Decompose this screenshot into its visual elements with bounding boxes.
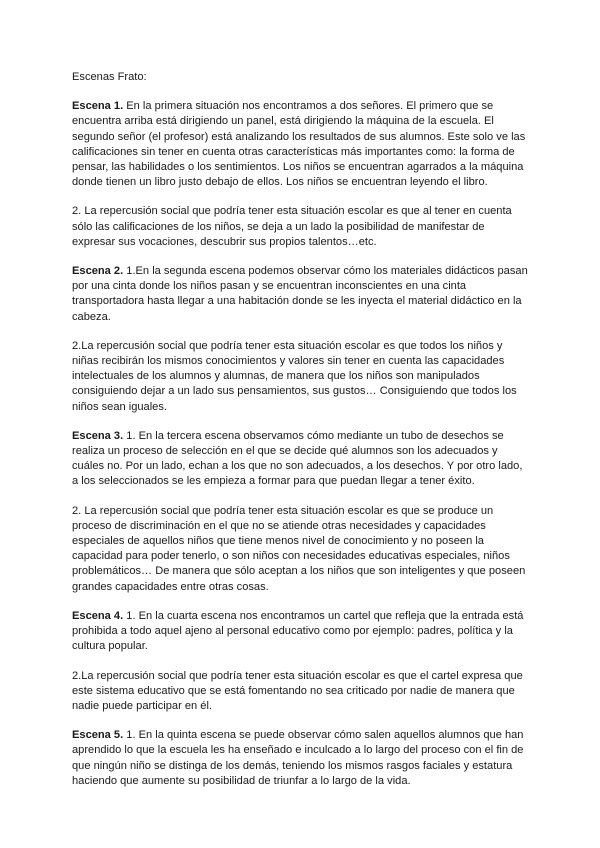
paragraph-escena-5: [72, 728, 530, 789]
paragraph-text: 1. En la cuarta escena nos encontramos un cartel que refleja que la entrada está prohibida a todo aquel ajeno al personal educativo como por ejemplo: padres, política y la cultura popular.: [72, 609, 524, 653]
paragraph-repercusion-2: [72, 339, 530, 415]
paragraph-escena-4: [72, 609, 530, 655]
paragraph-text: 1. En la tercera escena observamos cómo mediante un tubo de desechos se realiza un proceso de selección en el que se decide qué alumnos son los adecuados y cuáles no. Por un lado, echan a los que no son adecuados, a los desechos. Y por otro lado, a los seleccionados se les empieza a formar para que puedan llegar a tener éxito.: [72, 429, 523, 488]
paragraph-text: 2. La repercusión social que podría tener esta situación escolar es que se produce un proceso de discriminación en el que no se atiende otras necesidades y capacidades especiales de aquellos niños que tiene menos nivel de conocimiento y no poseen la capacidad para poder tenerlo, o son niños con necesidades educativas especiales, niños problemáticos… De manera que sólo aceptan a los niños que son inteligentes y que poseen grandes capacidades entre otras cosas.: [72, 504, 526, 593]
document-title: Escenas Frato:: [72, 71, 147, 83]
paragraph-text: 2.La repercusión social que podría tener esta situación escolar es que el cartel expresa que este sistema educativo que se está fomentando no sea criticado por nadie de manera que nadie puede participar en él.: [72, 669, 523, 712]
paragraph-text: 1.En la segunda escena podemos observar cómo los materiales didácticos pasan por una cinta donde los niños pasan y se encuentran inconscientes en una cinta transportadora hasta llegar a una habitación donde se les inyecta el material didáctico en la cabeza.: [72, 265, 528, 323]
paragraph-text: 1. En la quinta escena se puede observar cómo salen aquellos alumnos que han aprendido lo que la escuela les ha enseñado e inculcado a lo largo del proceso con el fin de que ningún niño se distinga de los demás, teniendo los mismos rasgos faciales y estatura haciendo que aumente su posibilidad de triunfar a lo largo de la vida.: [72, 729, 524, 787]
paragraph-text: 2. La repercusión social que podría tener esta situación escolar es que al tener en cuenta sólo las calificaciones de los niños, se deja a un lado la posibilidad de manifestar de expresar sus vocaciones, descubrir sus propios talentos…etc.: [72, 205, 512, 248]
paragraph-escena-1: [72, 99, 530, 190]
paragraph-repercusion-1: [72, 204, 530, 250]
scene-label: Escena 3.: [72, 429, 124, 442]
paragraph-text: 2.La repercusión social que podría tener esta situación escolar es que todos los niños y niñas recibirán los mismos conocimientos y valores sin tener en cuenta las capacidades intelectuales de los alumnos y alumnas, de manera que los niños son manipulados consiguiendo dejar a un lado sus pensamientos, sus gustos… Consiguiendo que todos los niños sean iguales.: [72, 339, 517, 413]
paragraph-text: En la primera situación nos encontramos a dos señores. El primero que se encuentra arriba está dirigiendo un panel, está dirigiendo la máquina de la escuela. El segundo señor (el profesor) está analizando los resultados de sus alumnos. Este solo ve las calificaciones sin tener en cuenta otras características más importantes como: la forma de pensar, las habilidades o los sentimientos. Los niños se encuentran agarrados a la máquina donde tienen un libro justo debajo de ellos. Los niños se encuentran leyendo el libro.: [72, 100, 526, 189]
scene-label: Escena 2.: [72, 265, 124, 278]
scene-label: Escena 4.: [72, 609, 124, 622]
document-page: [72, 70, 530, 803]
paragraph-repercusion-4: [72, 669, 530, 715]
paragraph-escena-3: [72, 429, 530, 490]
paragraph-escena-2: [72, 264, 530, 325]
scene-label: Escena 1.: [72, 100, 124, 113]
paragraph-repercusion-3: [72, 504, 530, 595]
scene-label: Escena 5.: [72, 729, 124, 742]
